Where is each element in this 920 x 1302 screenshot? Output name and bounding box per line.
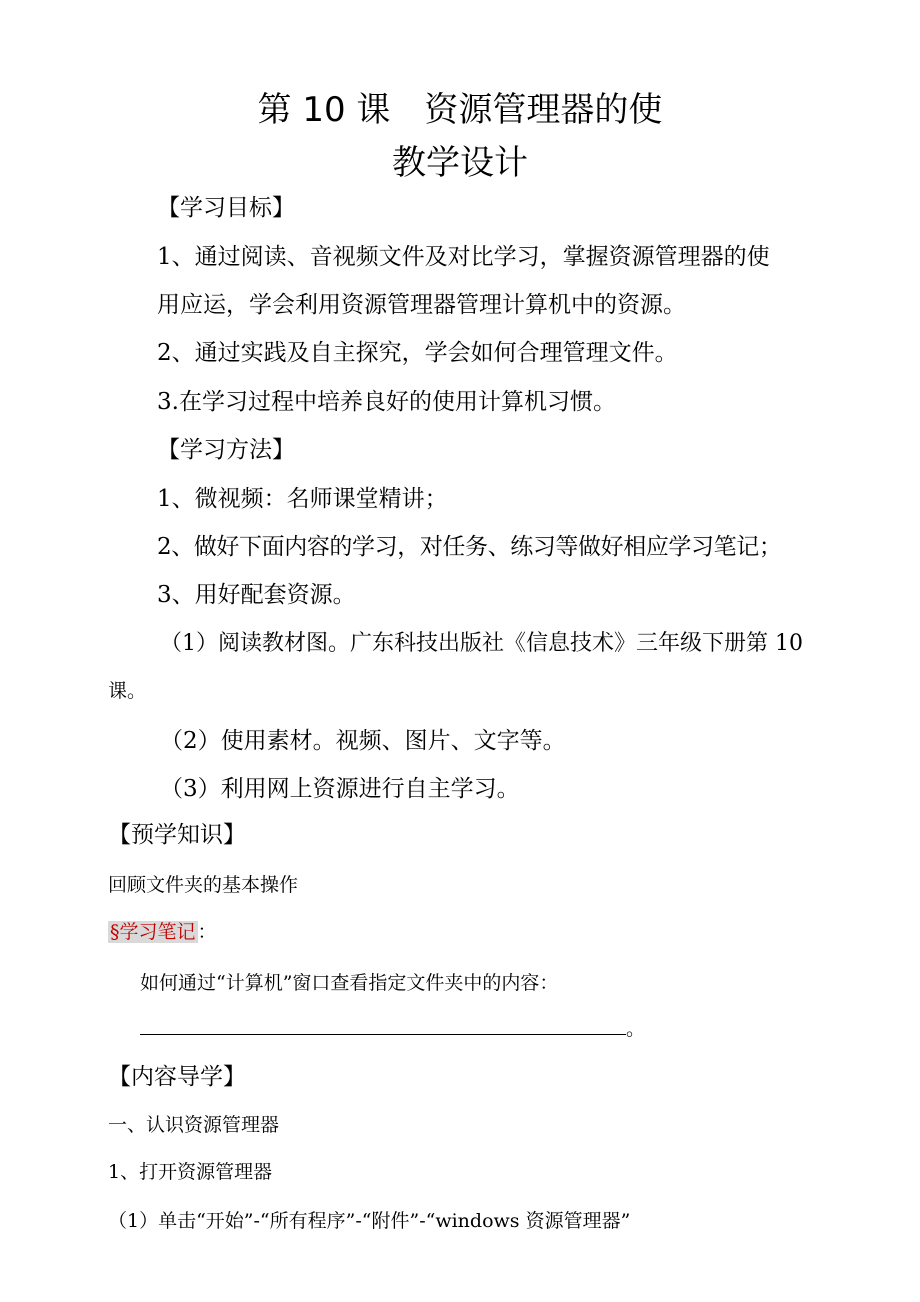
method-item-2: 2、做好下面内容的学习，对任务、练习等做好相应学习笔记；	[157, 534, 782, 560]
preview-question: 如何通过“计算机”窗口查看指定文件夹中的内容：	[140, 972, 559, 994]
learning-methods-heading: 【学习方法】	[157, 437, 295, 463]
learning-goals-heading: 【学习目标】	[157, 195, 295, 221]
method-item-1: 1、微视频：名师课堂精讲；	[157, 486, 448, 512]
method-sub-1-line2: 课。	[108, 680, 147, 702]
preview-knowledge-heading: 【预学知识】	[108, 822, 246, 848]
content-guide-heading: 【内容导学】	[108, 1064, 246, 1090]
study-notes-highlight: §学习笔记	[110, 921, 196, 943]
method-sub-3: （3）利用网上资源进行自主学习。	[160, 776, 520, 802]
answer-blank-end: 。	[626, 1018, 646, 1040]
method-sub-2: （2）使用素材。视频、图片、文字等。	[160, 728, 566, 754]
preview-text: 回顾文件夹的基本操作	[108, 874, 299, 896]
goal-item-1-line1: 1、通过阅读、音视频文件及对比学习，掌握资源管理器的使	[157, 244, 770, 270]
content-section-1: 一、认识资源管理器	[108, 1114, 280, 1136]
goal-item-3: 3.在学习过程中培养良好的使用计算机习惯。	[157, 389, 616, 415]
study-notes-label	[108, 921, 217, 944]
content-step-1: 1、打开资源管理器	[108, 1161, 273, 1183]
answer-blank-line	[140, 1034, 626, 1035]
method-sub-1-line1: （1）阅读教材图。广东科技出版社《信息技术》三年级下册第 10	[160, 631, 803, 656]
document-title-line2: 教学设计	[392, 143, 528, 183]
study-notes-colon: ：	[197, 921, 217, 943]
method-item-3: 3、用好配套资源。	[157, 582, 356, 608]
goal-item-2: 2、通过实践及自主探究，学会如何合理管理文件。	[157, 340, 678, 366]
content-step-1-sub-1: （1）单击“开始”-“所有程序”-“附件”-“windows 资源管理器”	[108, 1210, 631, 1232]
goal-item-1-line2: 用应运，学会利用资源管理器管理计算机中的资源。	[157, 292, 686, 318]
document-title-line1: 第 10 课 资源管理器的使	[257, 90, 663, 130]
